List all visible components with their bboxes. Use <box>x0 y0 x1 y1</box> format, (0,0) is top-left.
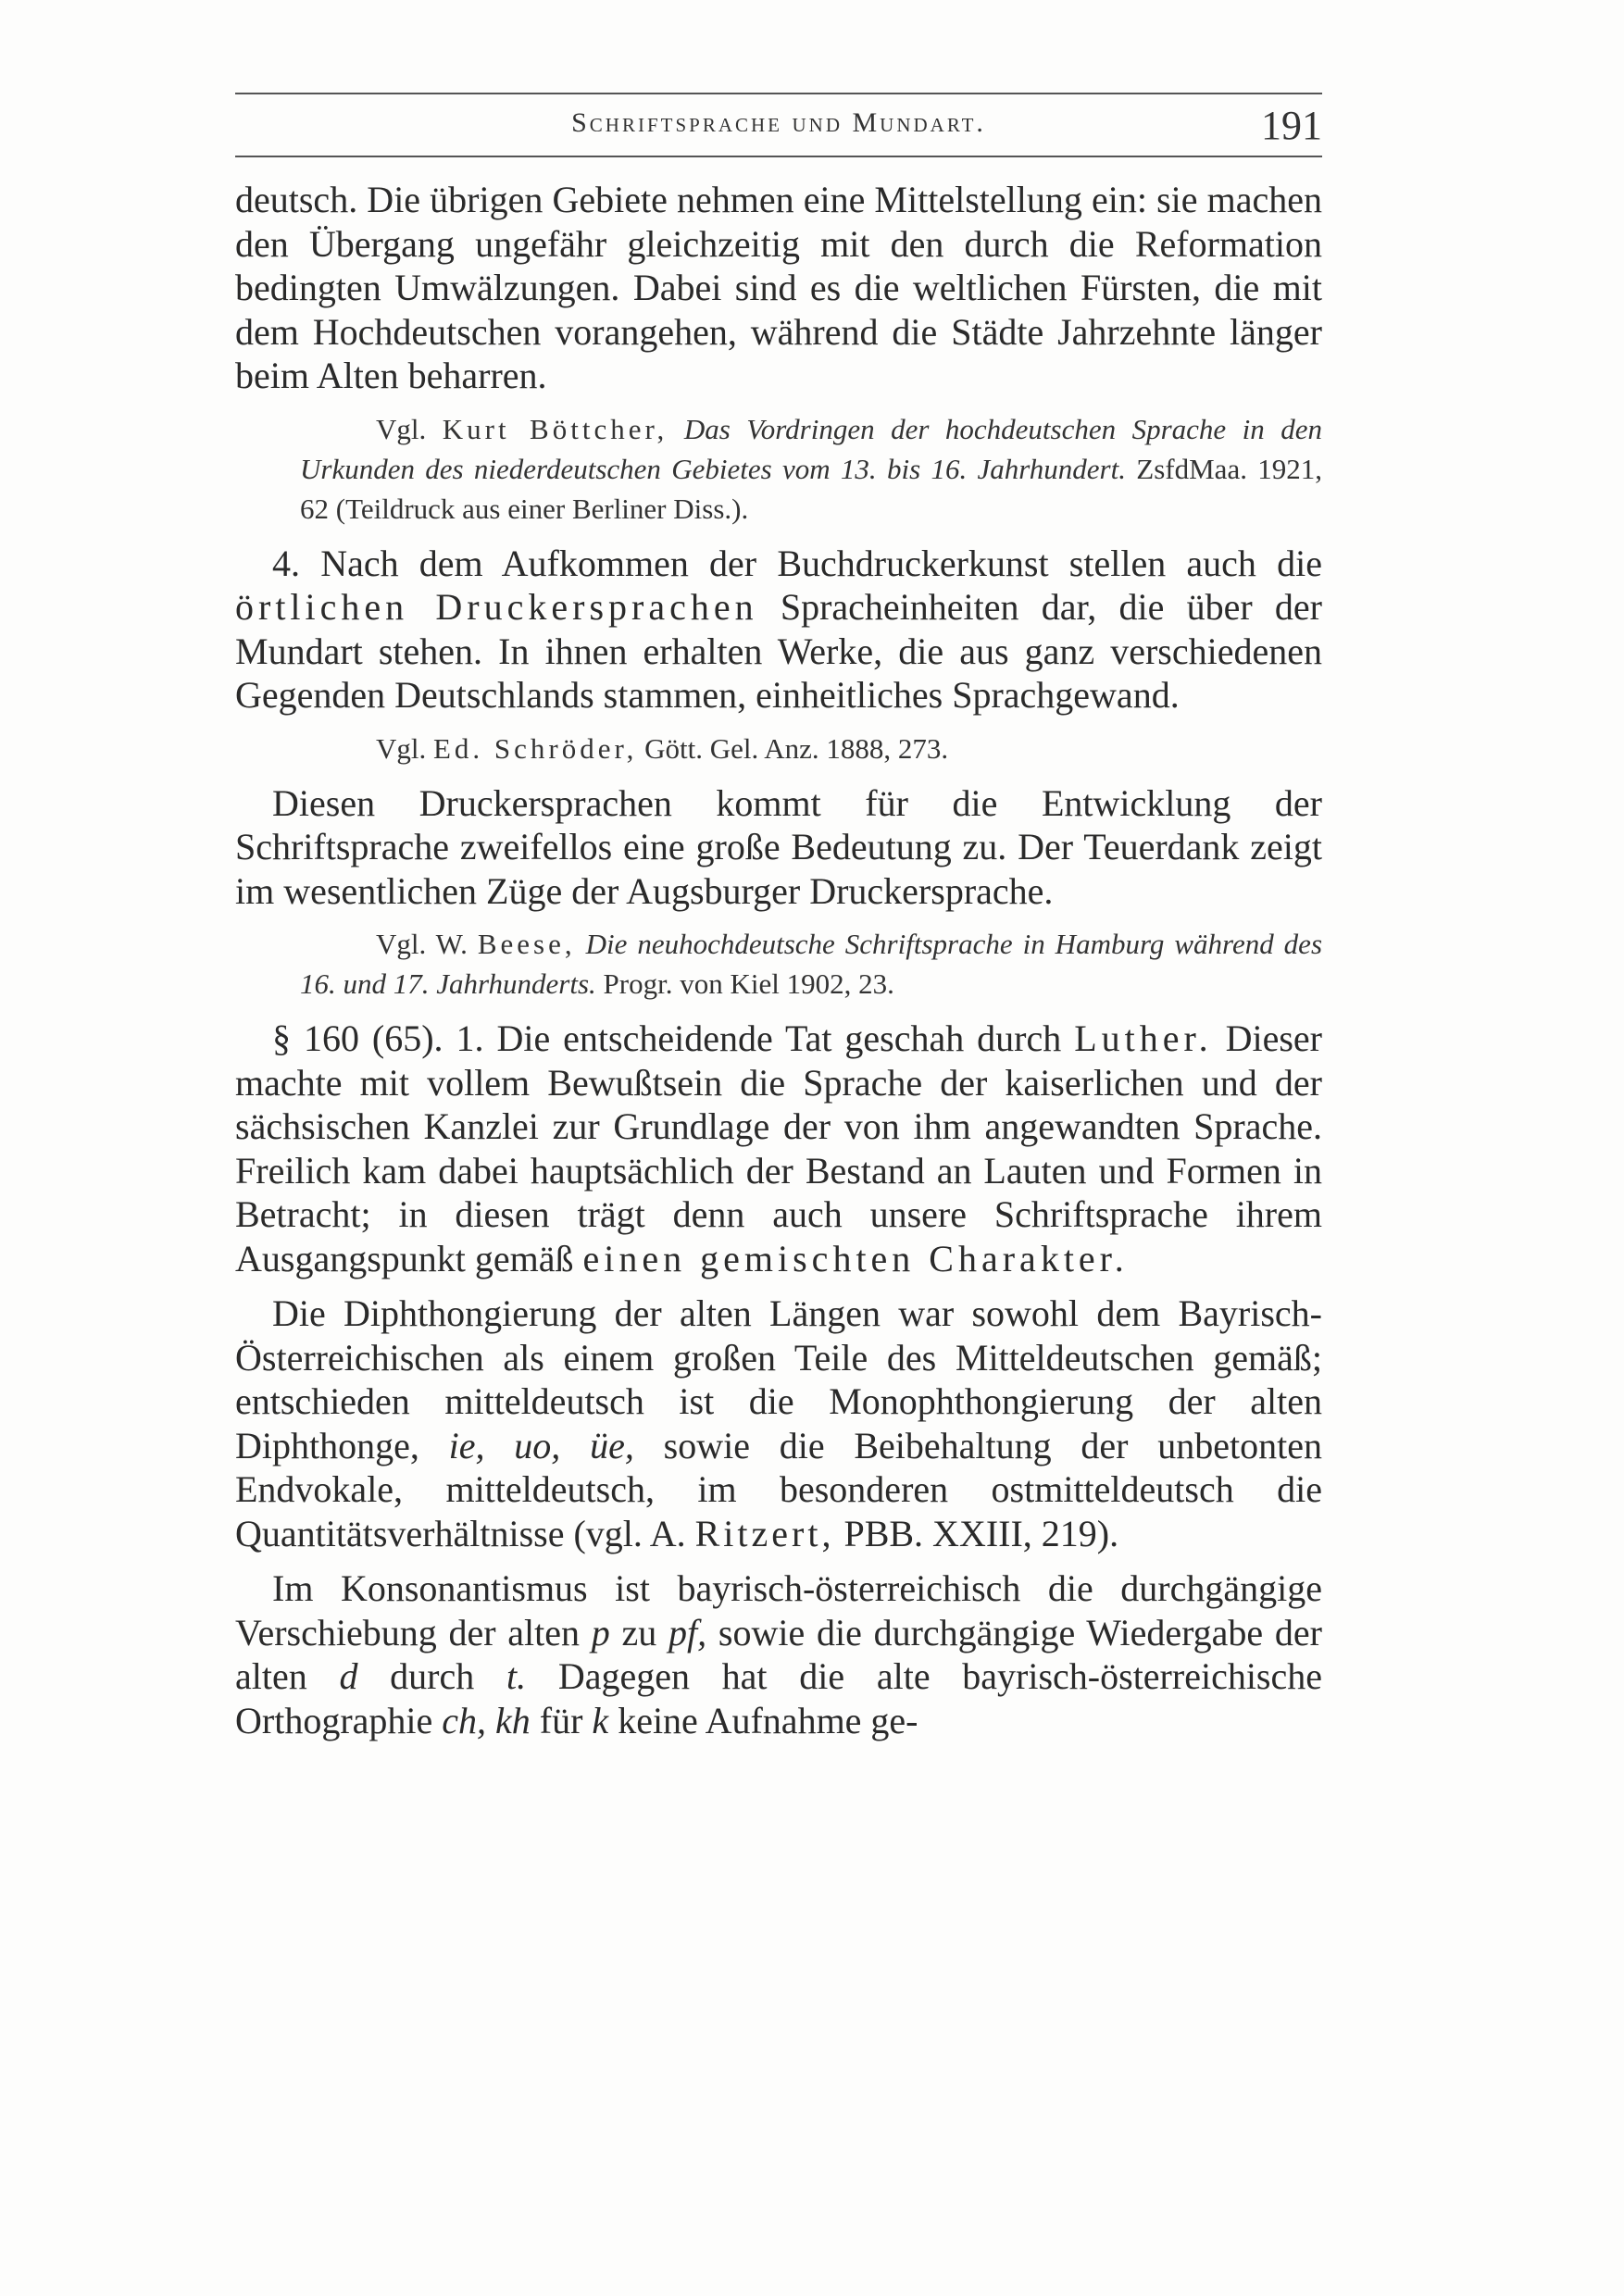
body-text <box>235 178 1322 1753</box>
paragraph-4-name: Luther. <box>1074 1017 1213 1059</box>
paragraph-6-d: durch <box>390 1655 475 1697</box>
paragraph-3-text: Diesen Druckersprachen kommt für die Entwicklung der Schriftsprache zweifellos eine große Bedeutung zu. Der Teuerdank zeigt im wesentlichen Züge der Augsburger Druckersprache. <box>235 781 1322 912</box>
paragraph-6-italic: k <box>592 1699 609 1741</box>
paragraph-2 <box>235 542 1322 718</box>
note-author: Ed. Schröder, <box>433 731 638 765</box>
paragraph-2-end: Spracheinheiten dar, die über der Mundart stehen. In ihnen erhalten Werke, die aus ganz verschiedenen Gegenden Deutschlands stammen, einheitliches Sprachgewand. <box>235 586 1323 716</box>
note-prefix: Vgl. <box>376 412 427 445</box>
paragraph-6-italic: ch, kh <box>442 1699 531 1741</box>
paragraph-1 <box>235 178 1322 398</box>
footnote-beese <box>235 924 1322 1004</box>
paragraph-6-g: keine Aufnahme ge- <box>618 1699 918 1741</box>
paragraph-6-f: für <box>539 1699 583 1741</box>
page-number: 191 <box>1261 103 1322 148</box>
paragraph-6 <box>235 1566 1322 1742</box>
note-title: Das Vordringen der hochdeutschen Sprache in den Urkunden des niederdeutschen Gebietes vom 13. bis 16. Jahrhundert. <box>300 412 1323 485</box>
note-title: Die neuhochdeutsche Schriftsprache in Hamburg während des 16. und 17. Jahrhunderts. <box>300 928 1323 1000</box>
paragraph-6-c: sowie die durchgängige Wiedergabe der alten <box>235 1611 1323 1697</box>
note-reference: Gött. Gel. Anz. 1888, 273. <box>644 731 949 765</box>
paragraph-4-middle: Dieser machte mit vollem Bewußtsein die Sprache der kaiserlichen und der sächsischen Kanzlei zur Grundlage der von ihm angewandten Sprache. Freilich kam dabei hauptsächlich der Bestand an Lauten und Formen in Betracht; in diesen trägt denn auch unsere Schriftsprache ihrem Ausgangspunkt gemäß <box>235 1017 1322 1279</box>
note-author: Beese, <box>477 928 576 960</box>
paragraph-4 <box>235 1017 1322 1280</box>
footnote-schroeder <box>235 729 1322 768</box>
paragraph-1-text: deutsch. Die übrigen Gebiete nehmen eine Mittelstellung ein: sie machen den Übergang ungefähr gleichzeitig mit den durch die Reformation bedingten Umwälzungen. Dabei sind es die weltlichen Fürsten, die mit dem Hochdeutschen vorangehen, während die Städte Jahrzehnte länger beim Alten beharren. <box>235 179 1322 396</box>
paragraph-6-b: zu <box>621 1611 657 1653</box>
paragraph-2-emphasis: örtlichen Druckersprachen <box>235 586 758 628</box>
paragraph-2-start: 4. Nach dem Aufkommen der Buchdruckerkunst stellen auch die <box>272 542 1322 584</box>
paragraph-5 <box>235 1292 1322 1555</box>
running-head <box>235 102 1322 148</box>
note-reference: Progr. von Kiel 1902, 23. <box>603 967 894 1000</box>
paragraph-6-italic: pf, <box>668 1611 707 1653</box>
paragraph-4-start: § 160 (65). 1. Die entscheidende Tat geschah durch <box>272 1017 1062 1059</box>
paragraph-5-name: Ritzert, <box>694 1512 835 1554</box>
paragraph-6-e: Dagegen hat die alte bayrisch-österreichische Orthographie <box>235 1655 1323 1741</box>
paragraph-6-italic: t. <box>506 1655 527 1697</box>
footnote-boettcher <box>235 409 1322 529</box>
note-prefix: Vgl. W. <box>376 928 468 960</box>
paragraph-3 <box>235 781 1322 914</box>
note-reference: ZsfdMaa. 1921, 62 (Teildruck aus einer Berliner Diss.). <box>300 452 1323 525</box>
paragraph-5-a: Die Diphthongierung der alten Längen war sowohl dem Bayrisch-Österreichischen als einem großen Teile des Mitteldeutschen gemäß; entschieden mitteldeutsch ist die Monophthongierung der alten Diphthonge, <box>235 1292 1322 1466</box>
paragraph-5-c: PBB. XXIII, 219). <box>843 1512 1119 1554</box>
paragraph-6-a: Im Konsonantismus ist bayrisch-österreichisch die durchgängige Verschiebung der alten <box>235 1567 1322 1653</box>
paragraph-6-italic: p <box>591 1611 610 1653</box>
paragraph-5-italic: ie, uo, üe, <box>448 1424 634 1466</box>
note-prefix: Vgl. <box>376 731 427 765</box>
header-rule-bottom <box>235 156 1322 157</box>
paragraph-6-italic: d <box>339 1655 358 1697</box>
paragraph-4-emphasis: einen gemischten Charakter. <box>582 1237 1129 1279</box>
note-author: Kurt Böttcher, <box>442 412 668 445</box>
paragraph-5-b: sowie die Beibehaltung der unbetonten Endvokale, mitteldeutsch, im besonderen ostmitteldeutsch die Quantitätsverhältnisse (vgl. A. <box>235 1424 1323 1554</box>
running-title: Schriftsprache und Mundart. <box>571 107 986 138</box>
header-rule-top <box>235 93 1322 94</box>
